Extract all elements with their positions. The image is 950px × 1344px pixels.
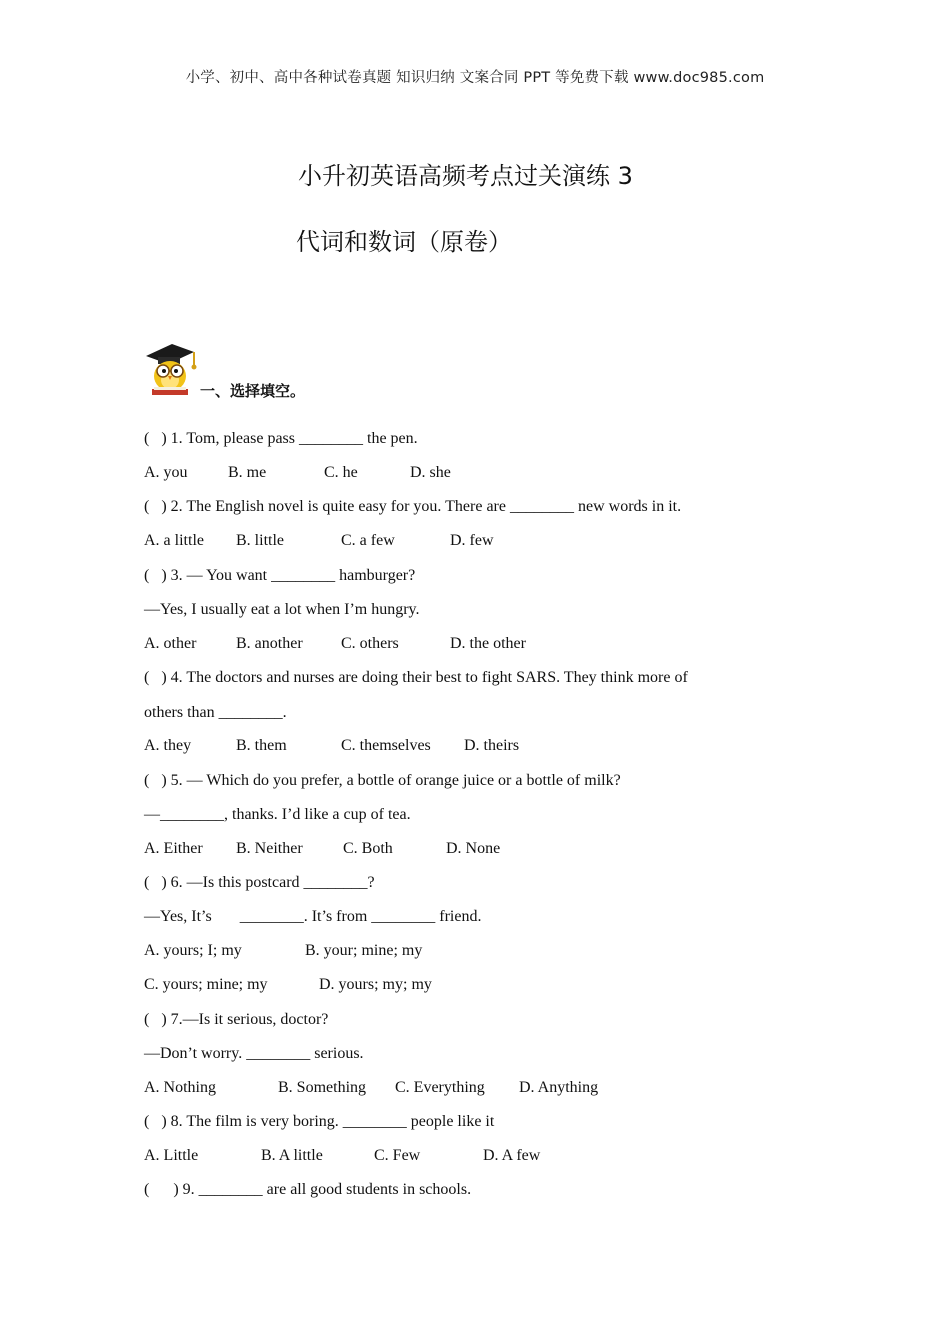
page-header: 小学、初中、高中各种试卷真题 知识归纳 文案合同 PPT 等免费下载 www.doc985.com bbox=[185, 70, 765, 86]
q8-option-b: B. A little bbox=[261, 1147, 323, 1164]
q4-option-b: B. them bbox=[236, 737, 287, 754]
question-9: ( ) 9. ________ are all good students in schools. bbox=[144, 1181, 472, 1198]
graduate-owl-icon bbox=[142, 340, 198, 398]
q7-option-c: C. Everything bbox=[395, 1079, 485, 1096]
q8-option-c: C. Few bbox=[374, 1147, 421, 1164]
q7-option-b: B. Something bbox=[278, 1079, 367, 1096]
q1-option-b: B. me bbox=[228, 464, 267, 481]
q8-option-d: D. A few bbox=[483, 1147, 541, 1164]
question-1: ( ) 1. Tom, please pass ________ the pen. bbox=[144, 430, 418, 447]
question-4: ( ) 4. The doctors and nurses are doing their best to fight SARS. They think more of bbox=[144, 669, 688, 686]
q2-option-d: D. few bbox=[450, 532, 494, 549]
section-title: 一、选择填空。 bbox=[200, 382, 306, 400]
q1-option-d: D. she bbox=[410, 464, 451, 481]
question-6: ( ) 6. —Is this postcard ________? bbox=[144, 874, 375, 891]
q5-option-c: C. Both bbox=[343, 840, 393, 857]
q4-option-a: A. they bbox=[144, 737, 192, 754]
q2-option-a: A. a little bbox=[144, 532, 204, 549]
q3-option-d: D. the other bbox=[450, 635, 526, 652]
q1-option-a: A. you bbox=[144, 464, 188, 481]
question-7-reply: —Don’t worry. ________ serious. bbox=[144, 1045, 364, 1062]
q3-option-c: C. others bbox=[341, 635, 399, 652]
q5-option-a: A. Either bbox=[144, 840, 203, 857]
q6-option-a: A. yours; I; my bbox=[144, 942, 242, 959]
question-4-continued: others than ________. bbox=[144, 704, 287, 721]
question-3: ( ) 3. — You want ________ hamburger? bbox=[144, 567, 416, 584]
q1-option-c: C. he bbox=[324, 464, 358, 481]
q2-option-c: C. a few bbox=[341, 532, 395, 549]
question-5-reply: —________, thanks. I’d like a cup of tea. bbox=[144, 806, 411, 823]
q6-option-c: C. yours; mine; my bbox=[144, 976, 268, 993]
q4-option-d: D. theirs bbox=[464, 737, 520, 754]
question-2: ( ) 2. The English novel is quite easy for you. There are ________ new words in it. bbox=[144, 498, 682, 515]
question-7: ( ) 7.—Is it serious, doctor? bbox=[144, 1011, 329, 1028]
q3-option-a: A. other bbox=[144, 635, 197, 652]
question-3-reply: —Yes, I usually eat a lot when I’m hungry. bbox=[144, 601, 420, 618]
question-8: ( ) 8. The film is very boring. ________ people like it bbox=[144, 1113, 495, 1130]
page-title: 小升初英语高频考点过关演练 3 bbox=[298, 162, 633, 190]
q7-option-d: D. Anything bbox=[519, 1079, 599, 1096]
question-6-reply: —Yes, It’s ________. It’s from ________ friend. bbox=[144, 908, 482, 925]
q6-option-b: B. your; mine; my bbox=[305, 942, 423, 959]
q8-option-a: A. Little bbox=[144, 1147, 199, 1164]
q6-option-d: D. yours; my; my bbox=[319, 976, 432, 993]
q4-option-c: C. themselves bbox=[341, 737, 431, 754]
q5-option-b: B. Neither bbox=[236, 840, 303, 857]
q2-option-b: B. little bbox=[236, 532, 284, 549]
page-subtitle: 代词和数词（原卷） bbox=[296, 228, 512, 256]
question-5: ( ) 5. — Which do you prefer, a bottle of orange juice or a bottle of milk? bbox=[144, 772, 621, 789]
q7-option-a: A. Nothing bbox=[144, 1079, 216, 1096]
q3-option-b: B. another bbox=[236, 635, 303, 652]
q5-option-d: D. None bbox=[446, 840, 501, 857]
